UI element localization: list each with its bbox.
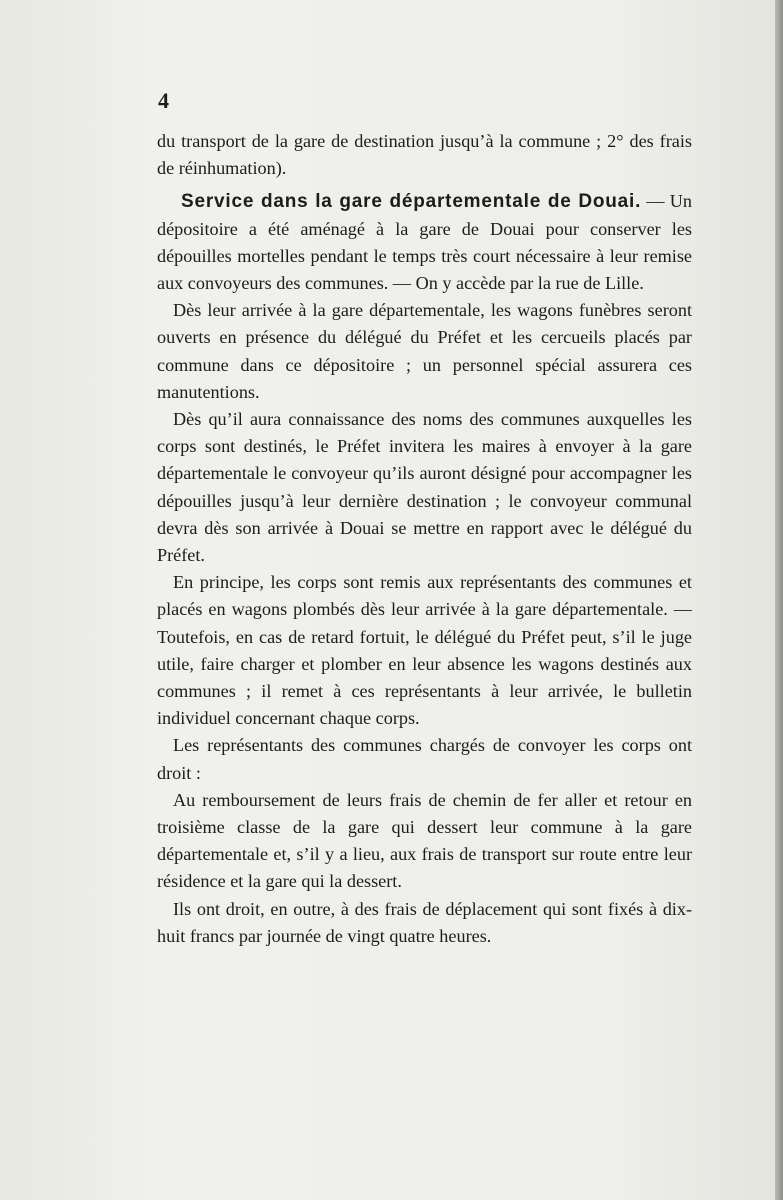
section-heading: Service dans la gare départementale de Douai. bbox=[181, 191, 642, 213]
paragraph-service-douai bbox=[157, 188, 692, 297]
body-text bbox=[157, 128, 692, 950]
paragraph-connaissance: Dès qu’il aura connaissance des noms des communes auxquelles les corps sont destinés, le Préfet invitera les maires à envoyer à la gare départementale le convoyeur qu’ils auront désigné pour accompagner les dépouilles jusqu’à leur dernière destination ; le convoyeur communal devra dès son arrivée à Douai se mettre en rapport avec le délégué du Préfet. bbox=[157, 409, 692, 566]
paragraph-principe: En principe, les corps sont remis aux représentants des communes et placés en wagons plombés dès leur arrivée à la gare départementale. — Toutefois, en cas de retard fortuit, le délégué du Préfet peut, s’il le juge utile, faire charger et plomber en leur absence les wagons destinés aux communes ; il remet à ces représentants à leur arrivée, le bulletin individuel concernant chaque corps. bbox=[157, 572, 692, 729]
paragraph-continuation: du transport de la gare de destination jusqu’à la commune ; 2° des frais de réinhumation). bbox=[157, 131, 692, 179]
paragraph-representants: Les représentants des communes chargés de convoyer les corps ont droit : bbox=[157, 735, 692, 783]
paragraph-frais-deplacement: Ils ont droit, en outre, à des frais de déplacement qui sont fixés à dix-huit francs par journée de vingt quatre heures. bbox=[157, 898, 692, 946]
page-edge-shadow bbox=[775, 0, 783, 1200]
paragraph-text: — Un dépositoire a été aménagé à la gare de Douai pour conserver les dépouilles mortelles pendant le temps très court nécessaire à leur remise aux convoyeurs des communes. — On y accède par la rue de Lille. bbox=[157, 191, 692, 294]
paragraph-arrivee: Dès leur arrivée à la gare départementale, les wagons funèbres seront ouverts en présence du délégué du Préfet et les cercueils placés par commune dans ce dépositoire ; un personnel spécial assurera ces manutentions. bbox=[157, 300, 692, 402]
page-number: 4 bbox=[158, 88, 169, 113]
paragraph-remboursement: Au remboursement de leurs frais de chemin de fer aller et retour en troisième classe de la gare qui dessert leur commune à la gare départementale et, s’il y a lieu, aux frais de transport sur route entre leur résidence et la gare qui la dessert. bbox=[157, 789, 692, 892]
